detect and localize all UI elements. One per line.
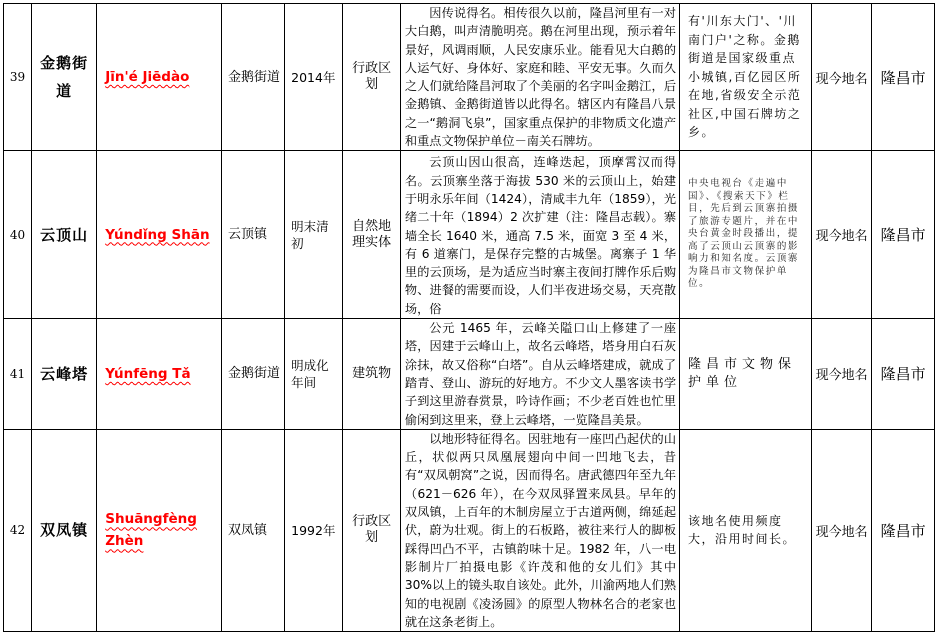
place-name: 金鹅街道	[31, 4, 96, 151]
description-text: 公元 1465 年，云峰关隘口山上修建了一座塔，因建于云峰山上，故名云峰塔，塔身用白石灰涂抹，故又俗称“白塔”。自从云峰塔建成，就成了踏青、登山、游玩的好地方。不少文人墨客读书学子到这里游春赏景，吟诗作画；不少老百姓也忙里偷闲到这里来，登上云峰塔，一览隆昌美景。	[404, 321, 677, 427]
note-cell	[680, 429, 812, 631]
pinyin-text: Yúnfēng Tǎ	[105, 365, 191, 382]
category: 建筑物	[343, 319, 400, 430]
description-text: 以地形特征得名。因驻地有一座凹凸起伏的山丘，状似两只凤凰展翅向中间一凹地飞去，昔有“双凤朝窝”之说，因而得名。唐武德四年至九年（621－626 年），在今双凤驿置来凤县。早年的双凤镇，上百年的木制房屋立于古道两侧，绵延起伏，蔚为壮观。街上的石板路，被往来行人的脚板踩得凹凸不平，古镇韵味十足。1982 年，八一电影制片厂拍摄电影《许茂和他的女儿们》其中 30%以上的镜头取自该处。此外，川渝两地人们熟知的电视剧《凌汤圆》的原型人物林名合的老家也就在这条老街上。	[404, 431, 677, 629]
note-text: 该地名使用频度大，沿用时间长。	[688, 513, 797, 547]
pinyin-text: Shuāngfèng Zhèn	[105, 511, 197, 550]
place-name: 云峰塔	[31, 319, 96, 430]
row-number: 42	[4, 429, 32, 631]
location: 金鹅街道	[222, 319, 285, 430]
status: 现今地名	[812, 319, 872, 430]
category: 行政区划	[343, 429, 400, 631]
status: 现今地名	[812, 151, 872, 319]
city: 隆昌市	[872, 151, 935, 319]
city: 隆昌市	[872, 319, 935, 430]
pinyin-text: Yúndǐng Shān	[105, 226, 210, 243]
note-cell	[680, 4, 812, 151]
location: 金鹅街道	[222, 4, 285, 151]
year: 明成化年间	[285, 319, 343, 430]
status: 现今地名	[812, 4, 872, 151]
place-name: 双凤镇	[31, 429, 96, 631]
table-row	[4, 319, 935, 430]
pinyin-cell	[97, 4, 222, 151]
year: 1992年	[285, 429, 343, 631]
year: 2014年	[285, 4, 343, 151]
row-number: 39	[4, 4, 32, 151]
row-number: 40	[4, 151, 32, 319]
category: 行政区划	[343, 4, 400, 151]
city: 隆昌市	[872, 429, 935, 631]
place-name-table	[3, 3, 935, 632]
note-text: 中央电视台《走遍中国》、《搜索天下》栏目，先后到云顶寨拍摄了旅游专题片，并在中央台黄金时段播出，提高了云顶山云顶寨的影响力和知名度。云顶寨为隆昌市文物保护单位。	[688, 178, 800, 290]
city: 隆昌市	[872, 4, 935, 151]
note-cell	[680, 319, 812, 430]
row-number: 41	[4, 319, 32, 430]
description-cell	[400, 4, 679, 151]
note-cell	[680, 151, 812, 319]
note-text: 隆昌市文物保护单位	[688, 356, 797, 390]
location: 双凤镇	[222, 429, 285, 631]
description-text: 因传说得名。相传很久以前，隆昌河里有一对大白鹅，叫声清脆明亮。鹅在河里出现，预示着年景好，风调雨顺，人民安康乐业。能看见大白鹅的人运气好、身体好、家庭和睦、平安无事。久而久之人们就给隆昌河取了个美丽的名字叫金鹅江，后金鹅镇、金鹅街道皆以此得名。辖区内有隆昌八景之一“鹅洞飞泉”，国家重点保护的非物质文化遗产和重点文物保护单位－南关石牌坊。	[404, 6, 677, 149]
table-row	[4, 4, 935, 151]
note-text: 有'川东大门'、'川南门户'之称。金鹅街道是国家级重点小城镇,百亿园区所在地,省级安全示范社区,中国石牌坊之乡。	[688, 14, 802, 140]
description-cell	[400, 319, 679, 430]
category: 自然地理实体	[343, 151, 400, 319]
location: 云顶镇	[222, 151, 285, 319]
table-row	[4, 151, 935, 319]
status: 现今地名	[812, 429, 872, 631]
place-name: 云顶山	[31, 151, 96, 319]
description-text: 云顶山因山很高，连峰迭起，顶摩霄汉而得名。云顶寨坐落于海拔 530 米的云顶山上，始建于明永乐年间（1424），清咸丰九年（1859），光绪二十年（1894）2 次扩建（注：隆昌志载）。寨墙全长 1640 米，通高 7.5 米，面宽 3 至 4 米，有 6 道寨门，是保存完整的古城堡。离寨子 1 华里的云顶场，是为适应当时寨主夜间打牌作乐后购物、进餐的需要而设，人们半夜进场交易，天亮散场，俗	[404, 155, 677, 316]
pinyin-cell	[97, 429, 222, 631]
description-cell	[400, 429, 679, 631]
year: 明末清初	[285, 151, 343, 319]
table-row	[4, 429, 935, 631]
pinyin-text: Jīn'é Jiēdào	[105, 69, 190, 86]
pinyin-cell	[97, 319, 222, 430]
pinyin-cell	[97, 151, 222, 319]
description-cell	[400, 151, 679, 319]
